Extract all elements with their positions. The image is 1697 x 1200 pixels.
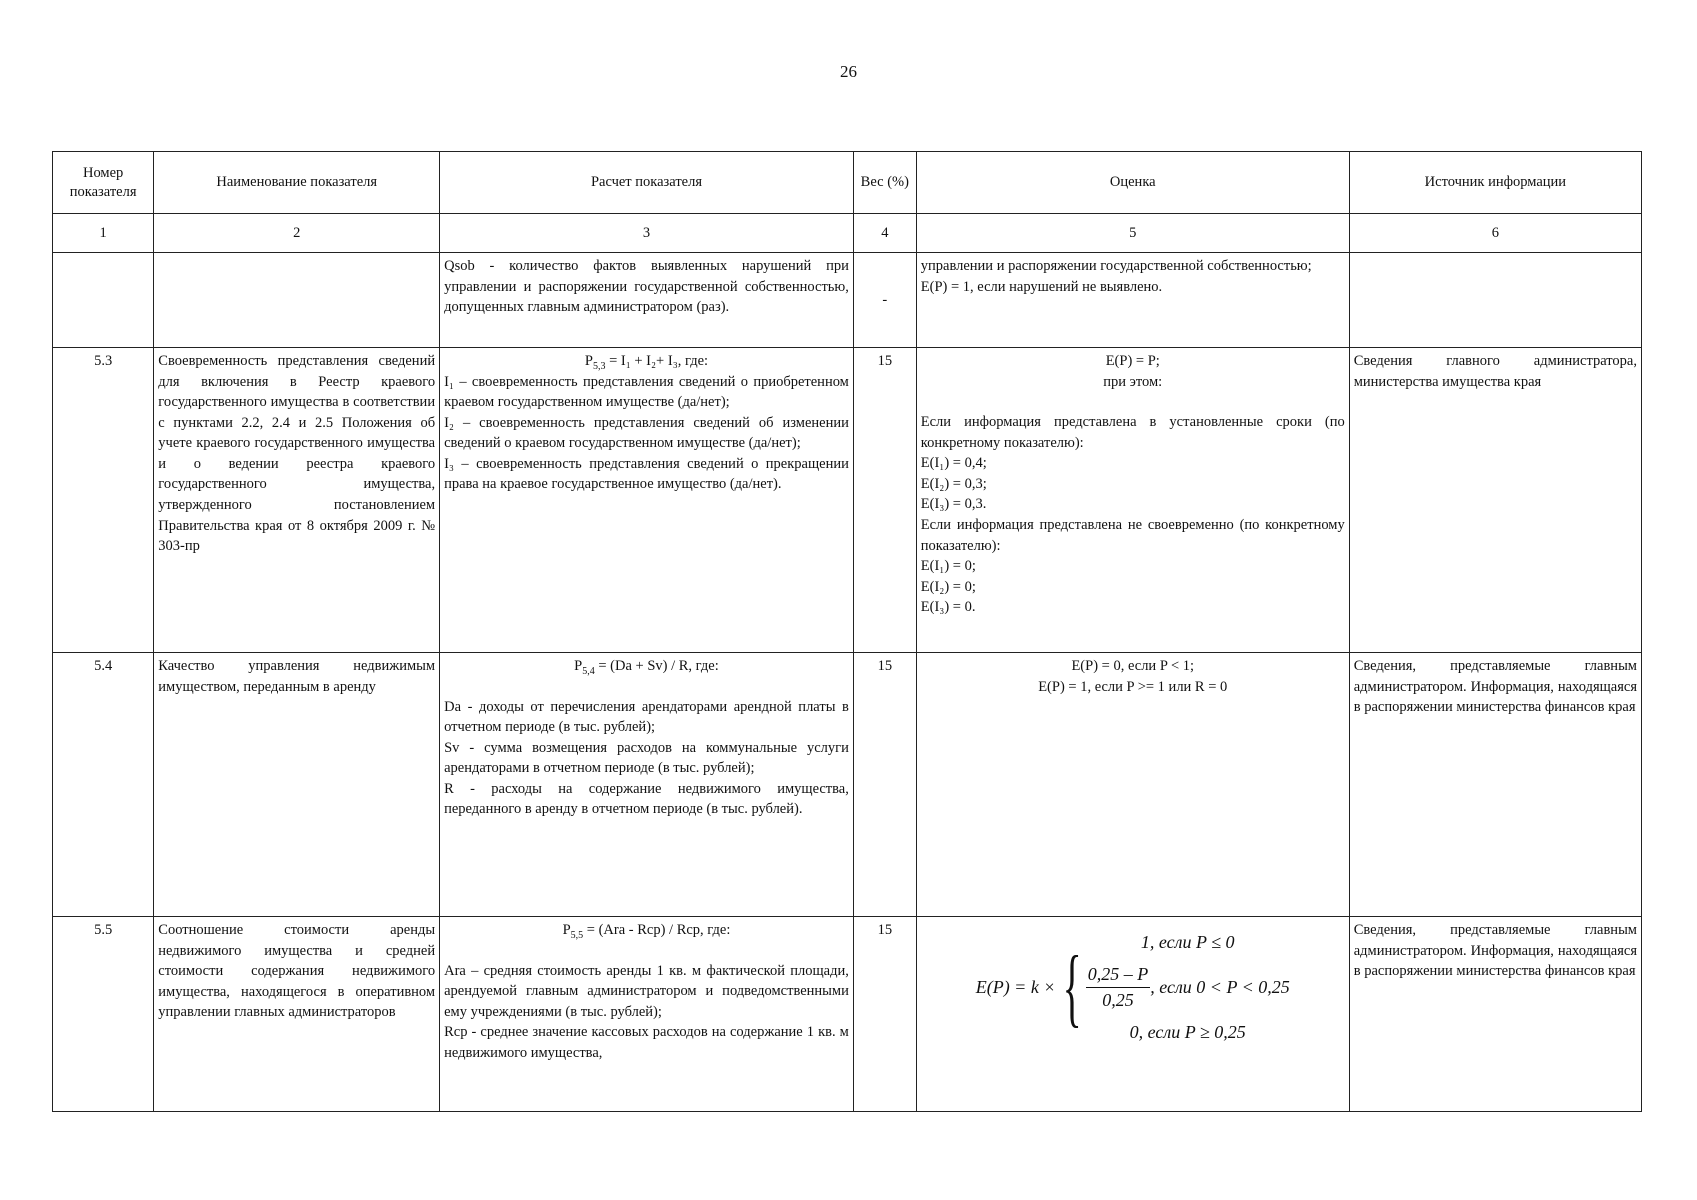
piecewise-formula: E(P) = k × { 1, если P ≤ 0 $\frac{0,25 - P}{0,25}$ , если 0 < P < 0,25 0, если P ≥ 0,25	[975, 932, 1290, 1042]
brace-icon: {	[1063, 939, 1083, 1036]
indicators-table	[52, 151, 1642, 1112]
header-weight: Вес (%)	[853, 152, 916, 214]
cell-weight: 15	[853, 348, 916, 653]
cell-source: Сведения главного администратора, министерства имущества края	[1349, 348, 1641, 653]
formula: $P_{5,4} = (Da + Sv) / R$, где:	[574, 658, 719, 677]
cell-assessment: управлении и распоряжении государственной собственностью; E(P) = 1, если нарушений не выявлено.	[916, 253, 1349, 348]
cell-name: Качество управления недвижимым имуществом, переданным в аренду	[154, 653, 440, 917]
table-row-5-5	[53, 917, 1642, 1112]
column-number: 6	[1349, 214, 1641, 253]
header-source: Источник информации	[1349, 152, 1641, 214]
cell-number: 5.5	[53, 917, 154, 1112]
column-number: 3	[440, 214, 854, 253]
column-number: 5	[916, 214, 1349, 253]
cell-name	[154, 253, 440, 348]
header-row	[53, 152, 1642, 214]
cell-source: Сведения, представляемые главным администратором. Информация, находящаяся в распоряжении министерства финансов края	[1349, 653, 1641, 917]
cell-calc: $P_{5,5} = (Ara - Rcp)$ / Rcp, где: Ara – средняя стоимость аренды 1 кв. м фактической площади, арендуемой главным администратором и подведомственными ему учреждениями (в тыс. рублей); Rcp - среднее значение кассовых расходов на содержание 1 кв. м недвижимого имущества,	[440, 917, 854, 1112]
cell-assessment: E(P) = P; при этом: Если информация представлена в установленные сроки (по конкретному показателю): E(I₁) = 0,4; E(I₂) = 0,3; E(I₃) = 0,3. Если информация представлена не своевременно (по конкретному показателю): E(I₁) = 0; E(I₂) = 0; E(I₃) = 0.	[916, 348, 1349, 653]
header-number: Номер показателя	[53, 152, 154, 214]
cell-name: Своевременность представления сведений для включения в Реестр краевого государственного имущества в соответствии с пунктами 2.2, 2.4 и 2.5 Положения об учете краевого государственного имущества и о ведении реестра краевого государственного имущества, утвержденного постановлением Правительства края от 8 октября 2009 г. № 303-пр	[154, 348, 440, 653]
cell-weight: 15	[853, 917, 916, 1112]
table-row-5-3	[53, 348, 1642, 653]
formula: $P_{5,3} = I_1 + I_2+ I_3$, где:	[584, 353, 709, 372]
page-number: 26	[840, 62, 857, 81]
table-row-5-4	[53, 653, 1642, 917]
cell-weight: -	[853, 253, 916, 348]
cell-calc: $P_{5,4} = (Da + Sv) / R$, где: Da - доходы от перечисления арендаторами арендной платы в отчетном периоде (в тыс. рублей); Sv - сумма возмещения расходов на коммунальные услуги арендаторами в отчетном периоде (в тыс. рублей); R - расходы на содержание недвижимого имущества, переданного в аренду в отчетном периоде (в тыс. рублей).	[440, 653, 854, 917]
column-number: 1	[53, 214, 154, 253]
cell-calc: Qsob - количество фактов выявленных нарушений при управлении и распоряжении государственной собственностью, допущенных главным администратором (раз).	[440, 253, 854, 348]
cell-name: Соотношение стоимости аренды недвижимого имущества и средней стоимости содержания недвижимого имущества, находящегося в оперативном управлении главных администраторов	[154, 917, 440, 1112]
column-number: 2	[154, 214, 440, 253]
cell-weight: 15	[853, 653, 916, 917]
header-assessment: Оценка	[916, 152, 1349, 214]
header-calc: Расчет показателя	[440, 152, 854, 214]
cell-assessment: E(P) = 0, если P < 1; E(P) = 1, если P >= 1 или R = 0	[916, 653, 1349, 917]
cell-number: 5.4	[53, 653, 154, 917]
column-number-row	[53, 214, 1642, 253]
cell-calc: $P_{5,3} = I_1 + I_2+ I_3$, где: I₁ – своевременность представления сведений о приобретенном краевом государственном имуществе (да/нет); I₂ – своевременность представления сведений об изменении сведений о краевом государственном имуществе (да/нет); I₃ – своевременность представления сведений о прекращении права на краевое государственное имущество (да/нет).	[440, 348, 854, 653]
header-name: Наименование показателя	[154, 152, 440, 214]
cell-assessment	[916, 917, 1349, 1112]
cell-number	[53, 253, 154, 348]
table-row-continuation	[53, 253, 1642, 348]
column-number: 4	[853, 214, 916, 253]
cell-source: Сведения, представляемые главным администратором. Информация, находящаяся в распоряжении министерства финансов края	[1349, 917, 1641, 1112]
cell-number: 5.3	[53, 348, 154, 653]
formula: $P_{5,5} = (Ara - Rcp)$ / Rcp, где:	[562, 922, 731, 941]
cell-source	[1349, 253, 1641, 348]
